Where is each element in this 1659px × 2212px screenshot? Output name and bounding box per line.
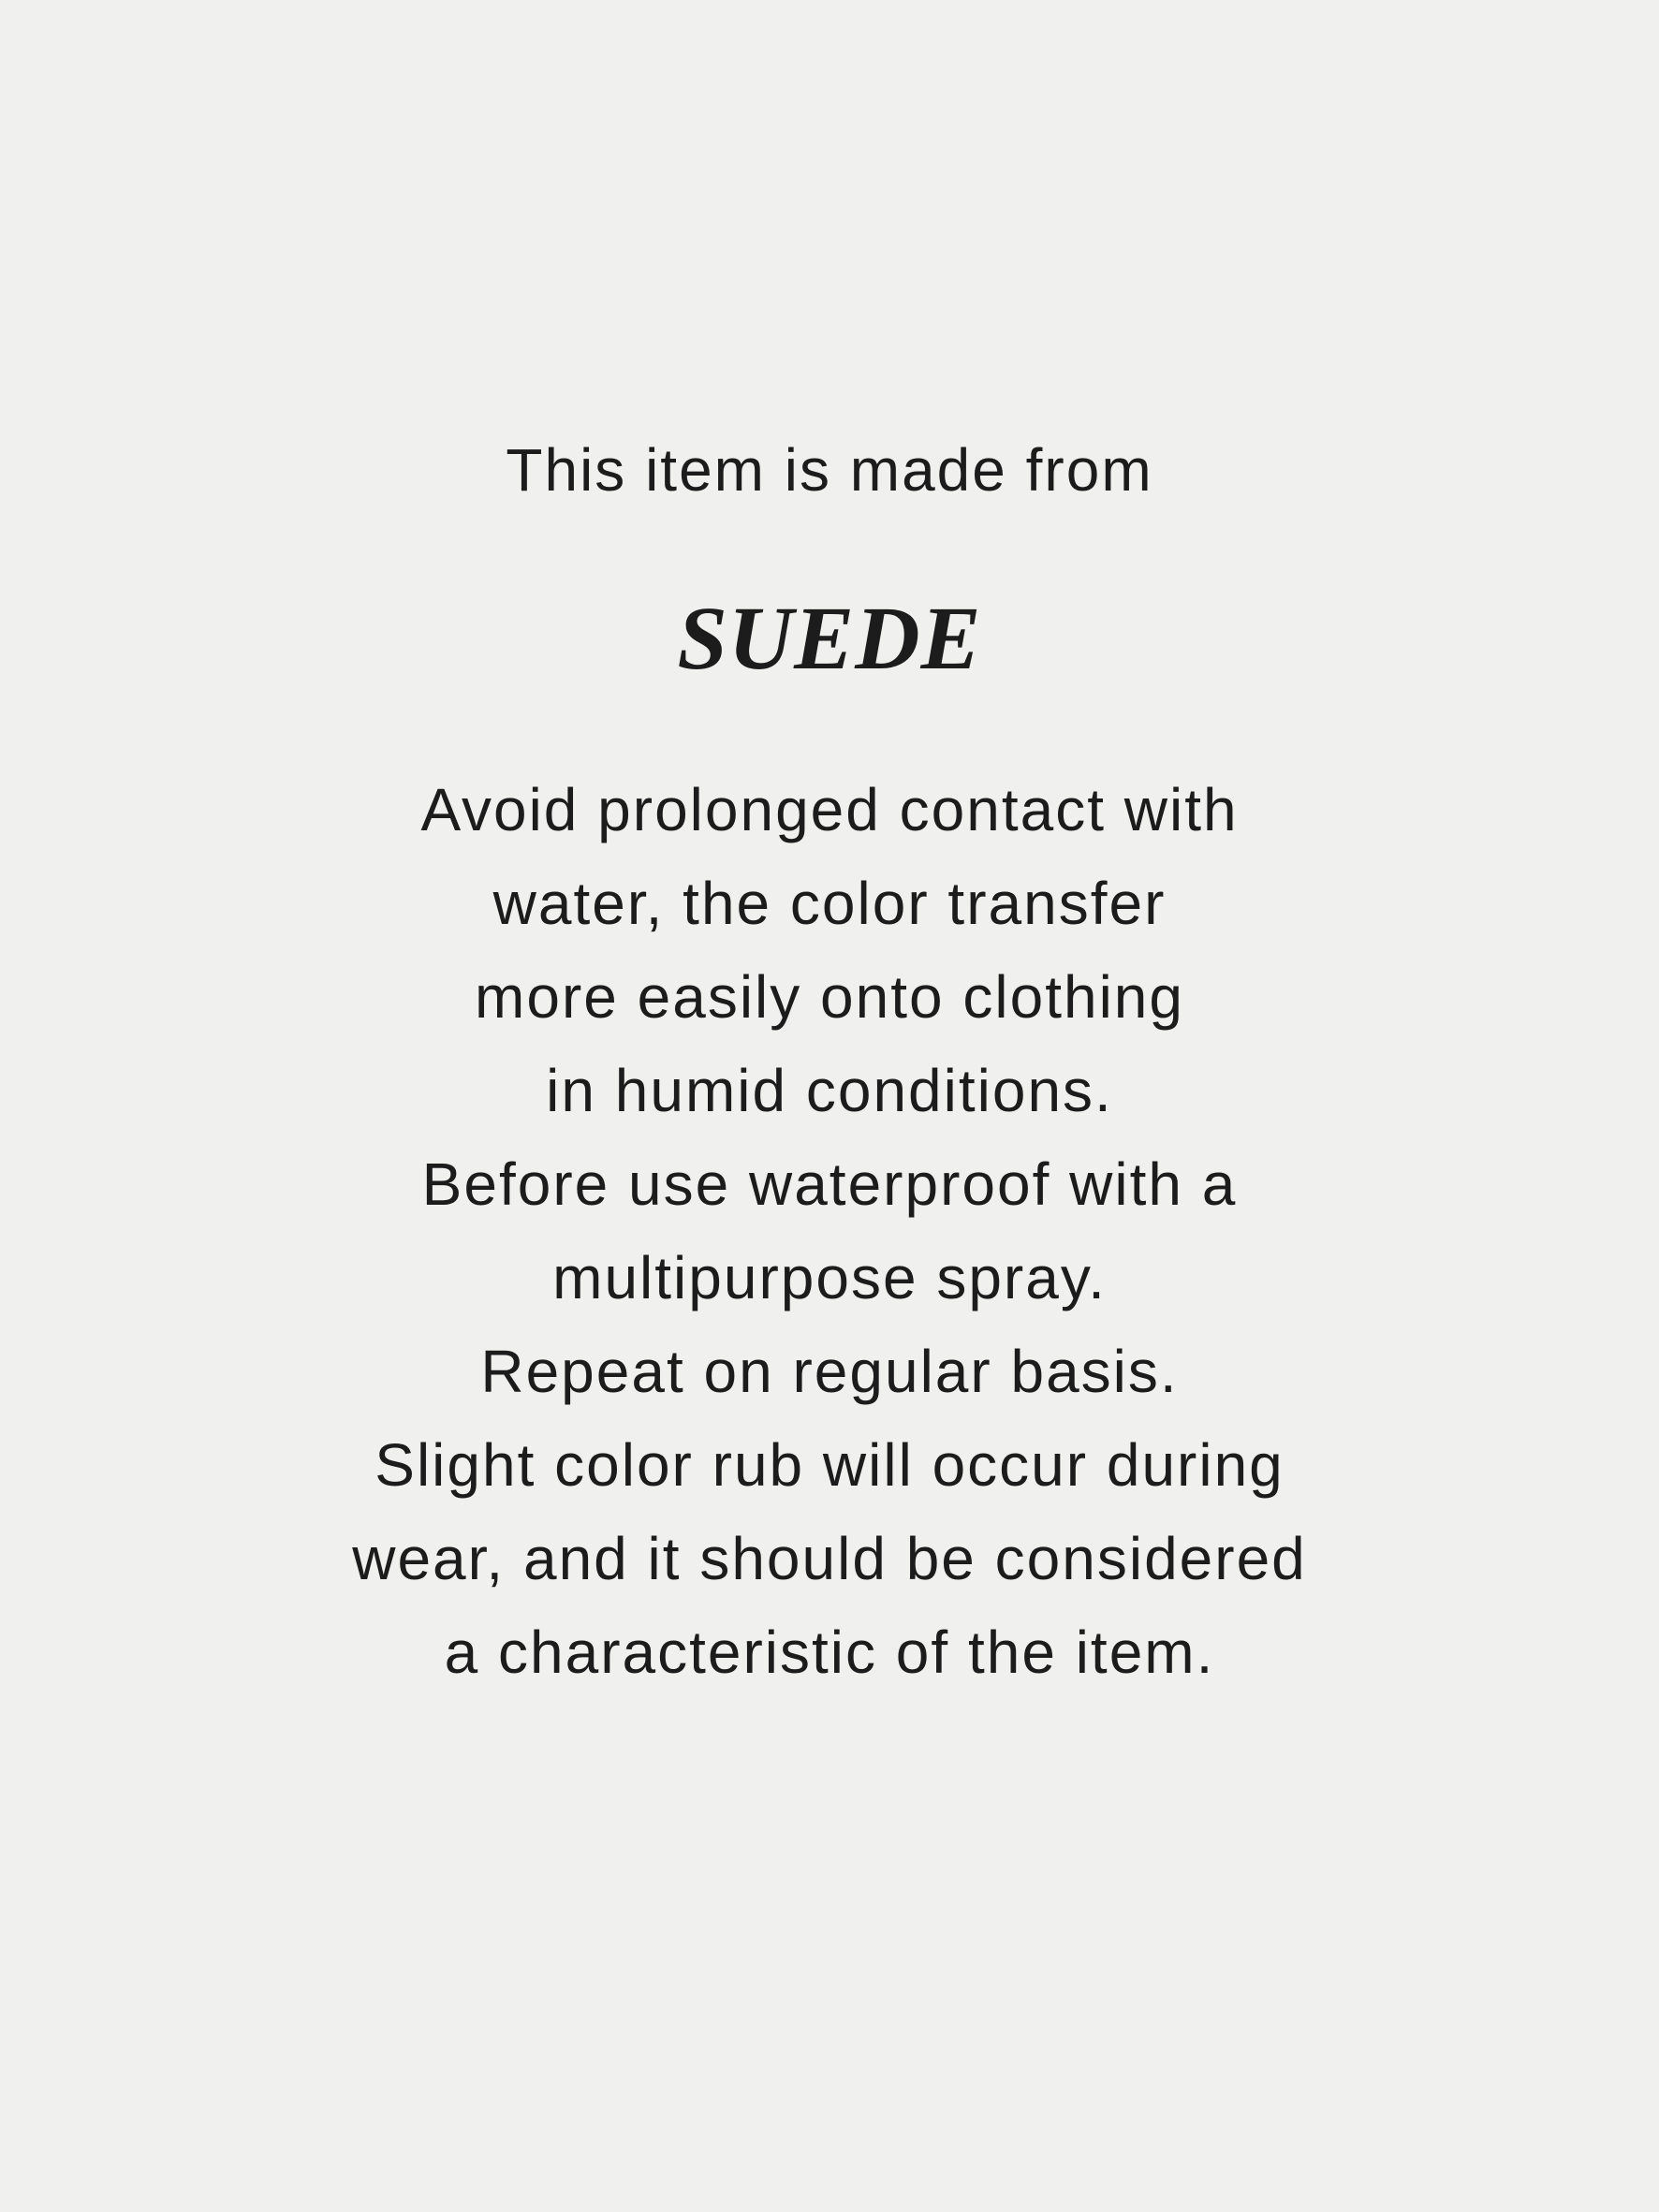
material-name: SUEDE [677,588,982,688]
care-line: water, the color transfer [492,870,1167,937]
care-line: multipurpose spray. [552,1244,1107,1311]
care-line: Repeat on regular basis. [480,1338,1179,1405]
care-line: Avoid prolonged contact with [420,776,1239,843]
care-line: more easily onto clothing [475,963,1184,1031]
care-line: wear, and it should be considered [352,1525,1307,1592]
intro-line: This item is made from [506,436,1153,504]
care-line: a characteristic of the item. [444,1619,1215,1686]
care-line: Before use waterproof with a [421,1150,1238,1218]
care-line: in humid conditions. [546,1057,1113,1124]
care-instructions [0,763,1659,1699]
care-line: Slight color rub will occur during [374,1431,1285,1499]
